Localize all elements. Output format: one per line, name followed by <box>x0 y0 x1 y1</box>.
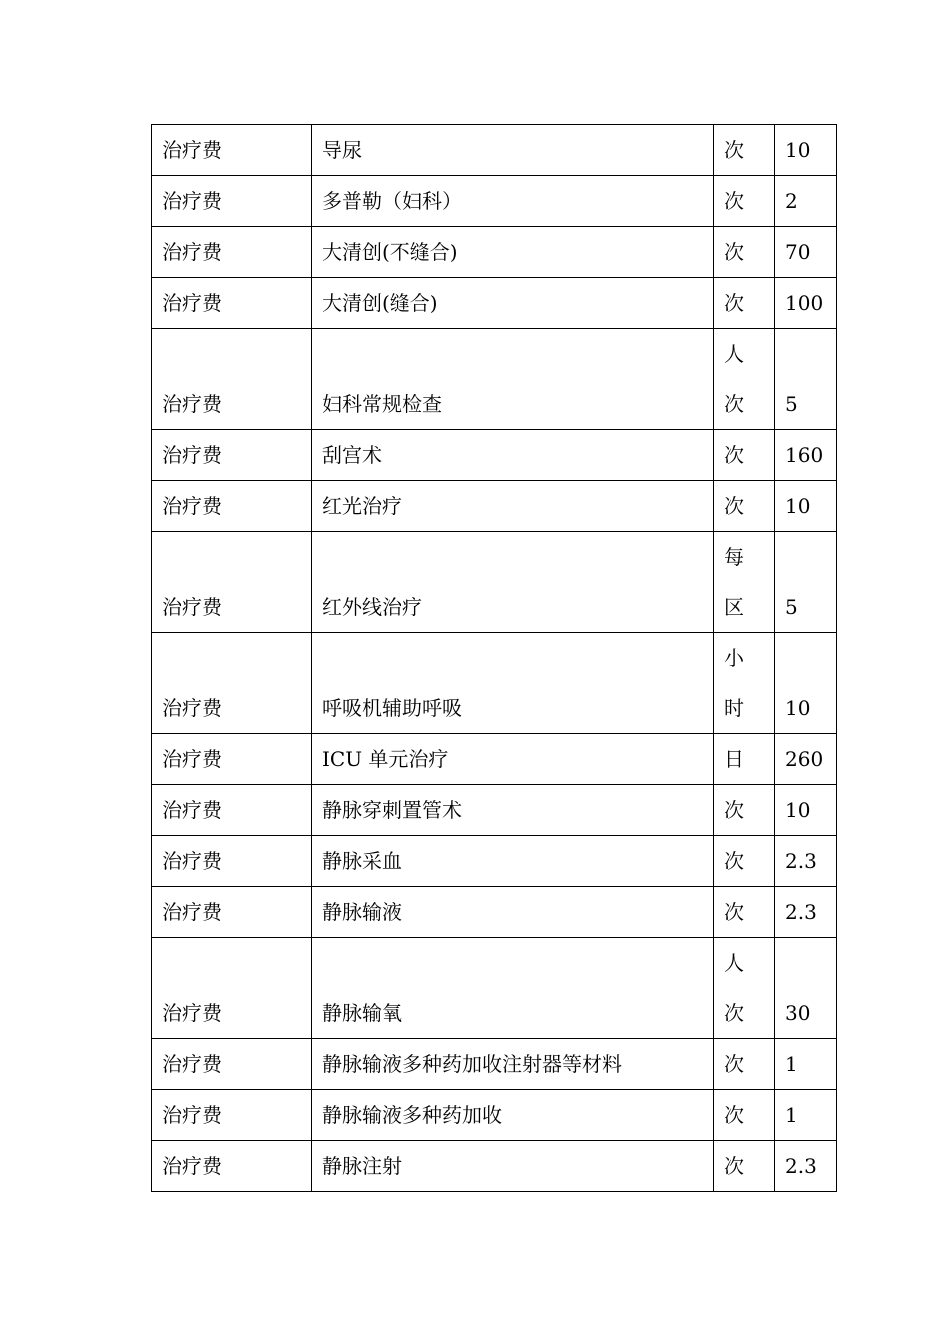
item-name-cell: 红光治疗 <box>312 481 714 532</box>
unit-text: 次 <box>724 392 744 416</box>
category-cell: 治疗费 <box>152 1039 312 1090</box>
table-row <box>152 1090 837 1141</box>
unit-cell <box>714 125 775 176</box>
item-name-cell: 大清创(不缝合) <box>312 227 714 278</box>
unit-text: 次 <box>724 494 744 518</box>
price-cell: 10 <box>775 481 837 532</box>
item-name-cell: ICU 单元治疗 <box>312 734 714 785</box>
unit-cell <box>714 836 775 887</box>
table-row <box>152 329 837 430</box>
unit-cell <box>714 278 775 329</box>
unit-cell <box>714 785 775 836</box>
fee-table-body <box>152 125 837 1192</box>
unit-cell <box>714 1039 775 1090</box>
unit-text: 次 <box>724 849 744 873</box>
unit-cell <box>714 227 775 278</box>
item-name-cell: 静脉输液 <box>312 887 714 938</box>
unit-text: 次 <box>724 443 744 467</box>
item-name-cell: 导尿 <box>312 125 714 176</box>
unit-text: 次 <box>724 240 744 264</box>
unit-text: 次 <box>724 1001 744 1025</box>
unit-text: 次 <box>724 138 744 162</box>
table-row <box>152 227 837 278</box>
category-cell: 治疗费 <box>152 278 312 329</box>
table-row <box>152 734 837 785</box>
unit-cell <box>714 633 775 734</box>
price-cell: 1 <box>775 1039 837 1090</box>
category-cell: 治疗费 <box>152 125 312 176</box>
table-row <box>152 176 837 227</box>
unit-cell <box>714 176 775 227</box>
unit-text: 次 <box>724 900 744 924</box>
table-row <box>152 532 837 633</box>
table-row <box>152 633 837 734</box>
category-cell: 治疗费 <box>152 633 312 734</box>
price-cell: 260 <box>775 734 837 785</box>
price-cell: 2.3 <box>775 836 837 887</box>
unit-cell <box>714 1141 775 1192</box>
price-cell: 100 <box>775 278 837 329</box>
price-cell: 2.3 <box>775 887 837 938</box>
unit-text: 人 <box>724 342 744 366</box>
unit-text: 次 <box>724 1154 744 1178</box>
unit-cell <box>714 938 775 1039</box>
unit-text: 时 <box>724 696 744 720</box>
unit-cell <box>714 532 775 633</box>
table-row <box>152 938 837 1039</box>
item-name-cell: 静脉输液多种药加收注射器等材料 <box>312 1039 714 1090</box>
item-name-cell: 静脉注射 <box>312 1141 714 1192</box>
unit-text: 人 <box>724 951 744 975</box>
category-cell: 治疗费 <box>152 532 312 633</box>
unit-text: 区 <box>724 595 744 619</box>
unit-cell <box>714 734 775 785</box>
price-cell: 5 <box>775 329 837 430</box>
category-cell: 治疗费 <box>152 430 312 481</box>
category-cell: 治疗费 <box>152 1141 312 1192</box>
item-name-cell: 静脉穿刺置管术 <box>312 785 714 836</box>
category-cell: 治疗费 <box>152 1090 312 1141</box>
unit-text: 次 <box>724 1103 744 1127</box>
unit-cell <box>714 1090 775 1141</box>
item-name-cell: 刮宫术 <box>312 430 714 481</box>
fee-table <box>151 124 837 1192</box>
category-cell: 治疗费 <box>152 938 312 1039</box>
item-name-cell: 大清创(缝合) <box>312 278 714 329</box>
unit-text: 次 <box>724 1052 744 1076</box>
unit-text: 次 <box>724 798 744 822</box>
item-name-cell: 红外线治疗 <box>312 532 714 633</box>
price-cell: 70 <box>775 227 837 278</box>
category-cell: 治疗费 <box>152 785 312 836</box>
table-row <box>152 125 837 176</box>
category-cell: 治疗费 <box>152 481 312 532</box>
price-cell: 2.3 <box>775 1141 837 1192</box>
unit-cell <box>714 430 775 481</box>
item-name-cell: 静脉采血 <box>312 836 714 887</box>
table-row <box>152 481 837 532</box>
price-cell: 10 <box>775 785 837 836</box>
unit-text: 小 <box>724 646 744 670</box>
category-cell: 治疗费 <box>152 329 312 430</box>
price-cell: 30 <box>775 938 837 1039</box>
item-name-cell: 多普勒（妇科） <box>312 176 714 227</box>
table-row <box>152 278 837 329</box>
unit-cell <box>714 481 775 532</box>
price-cell: 10 <box>775 633 837 734</box>
category-cell: 治疗费 <box>152 734 312 785</box>
table-row <box>152 887 837 938</box>
price-cell: 1 <box>775 1090 837 1141</box>
unit-text: 日 <box>724 747 744 771</box>
unit-cell <box>714 887 775 938</box>
price-cell: 5 <box>775 532 837 633</box>
item-name-cell: 妇科常规检查 <box>312 329 714 430</box>
unit-text: 次 <box>724 189 744 213</box>
category-cell: 治疗费 <box>152 176 312 227</box>
table-row <box>152 1141 837 1192</box>
category-cell: 治疗费 <box>152 836 312 887</box>
unit-cell <box>714 329 775 430</box>
unit-text: 次 <box>724 291 744 315</box>
table-row <box>152 785 837 836</box>
item-name-cell: 呼吸机辅助呼吸 <box>312 633 714 734</box>
category-cell: 治疗费 <box>152 227 312 278</box>
item-name-cell: 静脉输液多种药加收 <box>312 1090 714 1141</box>
item-name-cell: 静脉输氧 <box>312 938 714 1039</box>
table-row <box>152 430 837 481</box>
unit-text: 每 <box>724 545 744 569</box>
table-row <box>152 836 837 887</box>
price-cell: 10 <box>775 125 837 176</box>
price-cell: 2 <box>775 176 837 227</box>
price-cell: 160 <box>775 430 837 481</box>
category-cell: 治疗费 <box>152 887 312 938</box>
table-row <box>152 1039 837 1090</box>
